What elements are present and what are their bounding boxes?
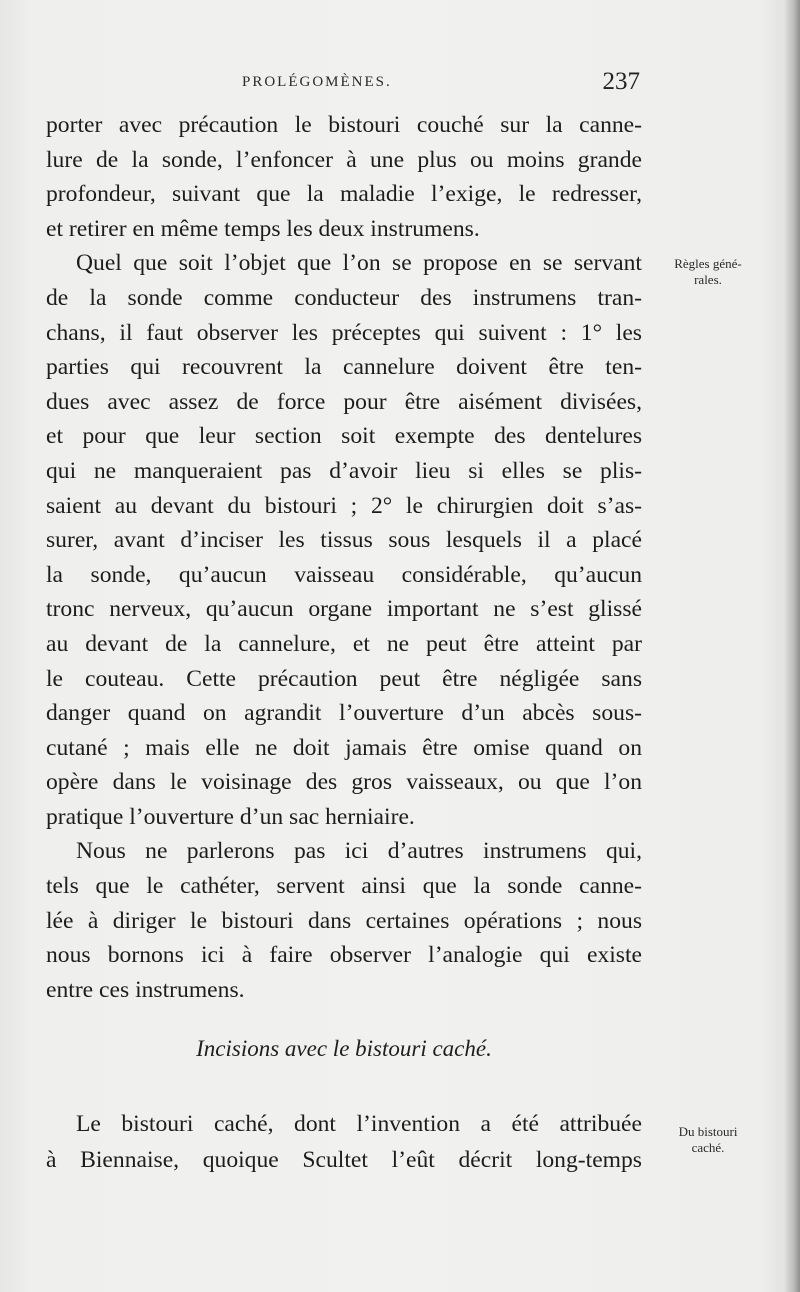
text-line: Quel que soit l’objet que l’on se propose en se servant: [76, 250, 642, 277]
page-edge-shadow: [784, 0, 800, 1292]
text-line: cutané ; mais elle ne doit jamais être omise quand on: [46, 734, 642, 761]
text-line: Le bistouri caché, dont l’invention a été attribuée: [76, 1111, 642, 1137]
text-line: porter avec précaution le bistouri couché sur la canne-: [46, 112, 642, 138]
margin-note-regles-generales: [652, 256, 764, 288]
text-line: surer, avant d’inciser les tissus sous lesquels il a placé: [46, 527, 642, 554]
paragraph-4: [46, 1106, 642, 1178]
text-line: la sonde, qu’aucun vaisseau considérable, qu’aucun: [46, 561, 642, 588]
text-line: et pour que leur section soit exempte des dentelures: [46, 423, 642, 450]
text-line: profondeur, suivant que la maladie l’exige, le redresser,: [46, 181, 642, 208]
section-heading: Incisions avec le bistouri caché.: [196, 1036, 492, 1061]
page-header: [46, 68, 640, 102]
text-line: Nous ne parlerons pas ici d’autres instrumens qui,: [76, 838, 642, 865]
text-line: et retirer en même temps les deux instrumens.: [46, 215, 480, 242]
text-line: saient au devant du bistouri ; 2° le chirurgien doit s’as-: [46, 492, 642, 519]
text-line: pratique l’ouverture d’un sac herniaire.: [46, 803, 415, 830]
text-line: au devant de la cannelure, et ne peut être atteint par: [46, 630, 642, 657]
text-line: danger quand on agrandit l’ouverture d’un abcès sous-: [46, 700, 642, 727]
margin-note-bistouri-cache: [652, 1124, 764, 1156]
text-line: chans, il faut observer les préceptes qui suivent : 1° les: [46, 319, 642, 346]
paragraph-1: [46, 108, 642, 246]
margin-note-line: rales.: [694, 272, 722, 287]
text-line: qui ne manqueraient pas d’avoir lieu si elles se plis-: [46, 457, 642, 484]
main-text: [46, 108, 642, 1007]
text-line: dues avec assez de force pour être aisément divisées,: [46, 388, 642, 415]
page-number: 237: [602, 68, 640, 95]
paragraph-3: [46, 834, 642, 1007]
text-line: tronc nerveux, qu’aucun organe important ne s’est glissé: [46, 596, 642, 623]
text-line: parties qui recouvrent la cannelure doivent être ten-: [46, 354, 642, 381]
text-line: tels que le cathéter, servent ainsi que la sonde canne-: [46, 873, 642, 900]
paragraph-2: [46, 246, 642, 834]
text-line: nous bornons ici à faire observer l’analogie qui existe: [46, 942, 642, 969]
text-line: opère dans le voisinage des gros vaisseaux, ou que l’on: [46, 769, 642, 796]
running-title: PROLÉGOMÈNES.: [242, 74, 392, 90]
text-line: lée à diriger le bistouri dans certaines opérations ; nous: [46, 907, 642, 934]
margin-note-line: Règles géné-: [674, 256, 742, 271]
margin-note-line: Du bistouri: [678, 1124, 738, 1139]
margin-note-line: caché.: [691, 1140, 725, 1155]
text-line: de la sonde comme conducteur des instrumens tran-: [46, 284, 642, 311]
text-line: entre ces instrumens.: [46, 976, 245, 1003]
text-line: à Biennaise, quoique Scultet l’eût décrit long-temps: [46, 1147, 642, 1173]
text-line: lure de la sonde, l’enfoncer à une plus ou moins grande: [46, 146, 642, 173]
text-line: le couteau. Cette précaution peut être négligée sans: [46, 665, 642, 692]
